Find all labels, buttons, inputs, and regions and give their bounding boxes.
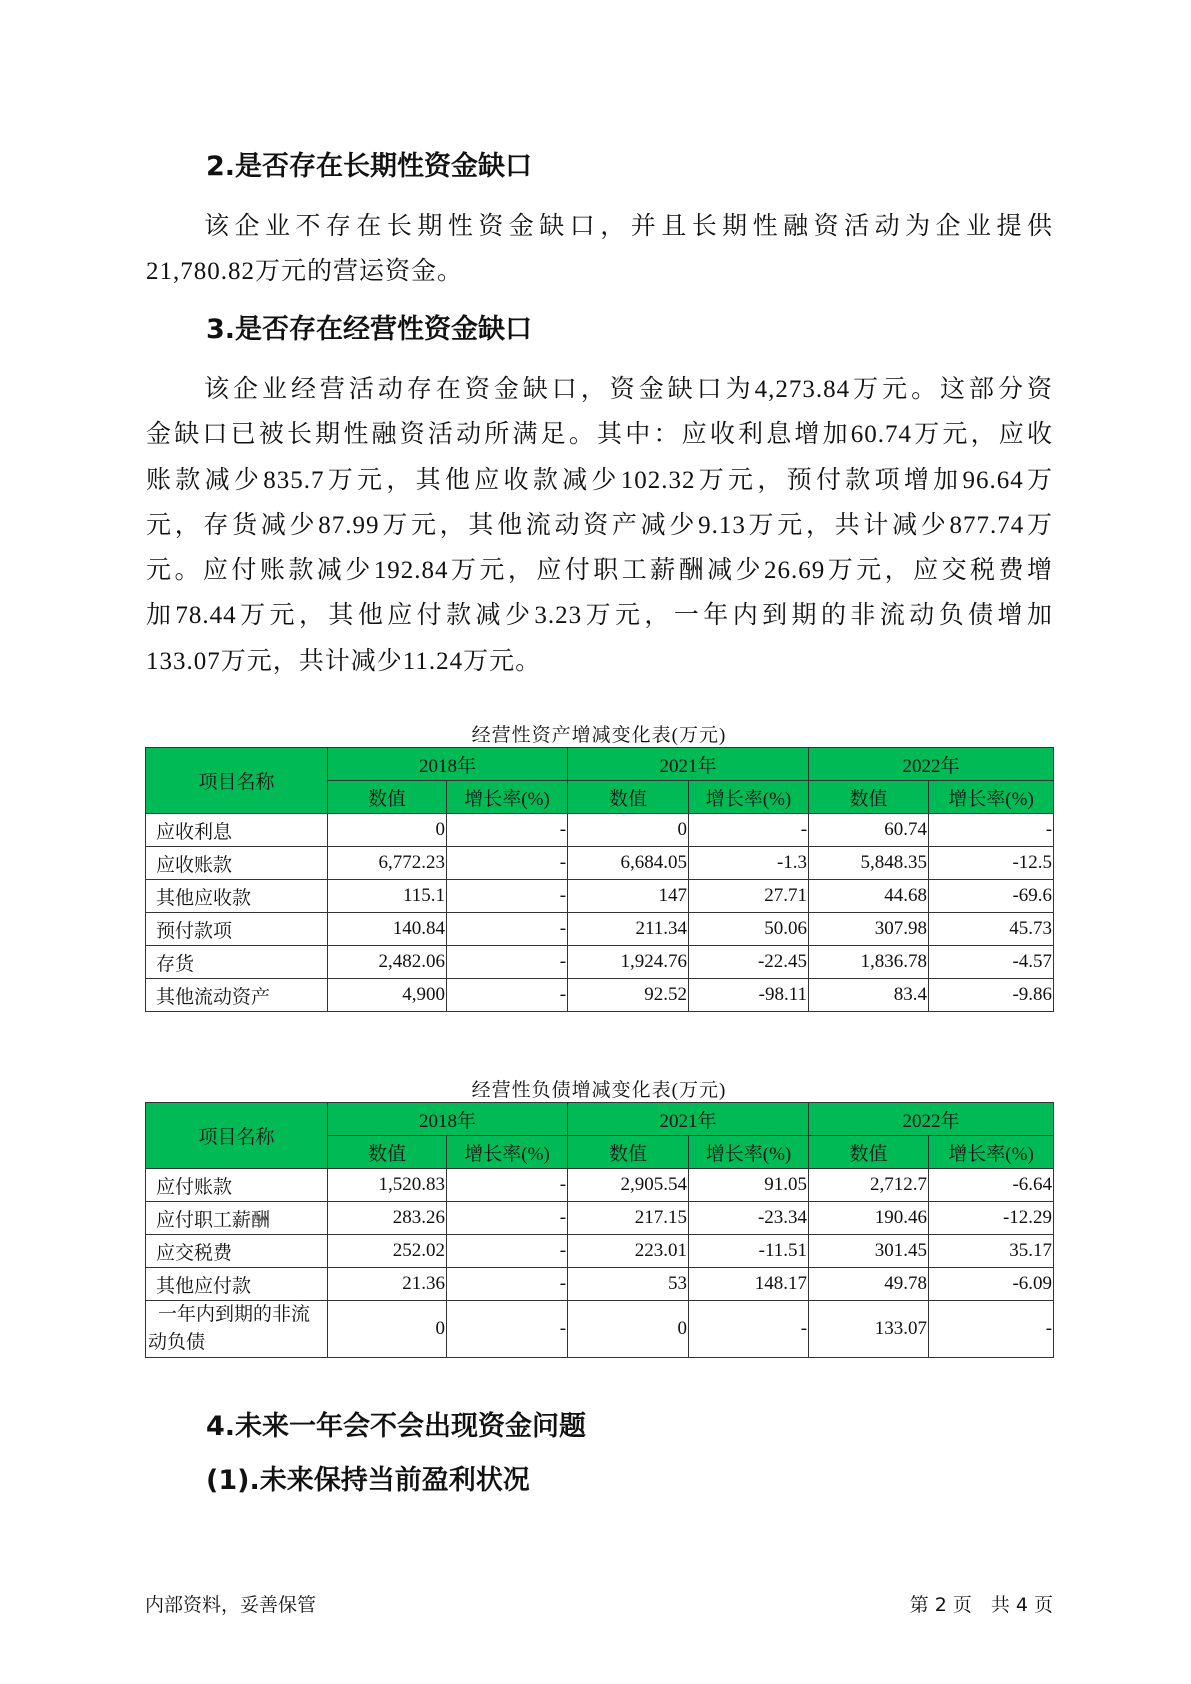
cell-value: - (447, 1301, 568, 1358)
paragraph-section3 (146, 367, 1053, 684)
cell-value: 148.17 (689, 1268, 809, 1301)
cell-value: 44.68 (809, 880, 929, 913)
cell-value: 35.17 (929, 1235, 1054, 1268)
table-row (146, 847, 1054, 880)
header-year: 2018年 (328, 1103, 568, 1136)
header-year: 2018年 (328, 748, 568, 781)
text-line: 加78.44万元，其他应付款减少3.23万元，一年内到期的非流动负债增加 (146, 602, 1053, 630)
cell-value: 217.15 (568, 1202, 689, 1235)
header-rate: 增长率(%) (929, 781, 1054, 814)
cell-value: -4.57 (929, 946, 1054, 979)
header-year: 2022年 (809, 1103, 1054, 1136)
row-label: 应收账款 (146, 847, 328, 880)
cell-value: 21.36 (328, 1268, 447, 1301)
cell-value: - (447, 880, 568, 913)
cell-value: -23.34 (689, 1202, 809, 1235)
table-row (146, 880, 1054, 913)
row-label: 应付职工薪酬 (146, 1202, 328, 1235)
cell-value: 252.02 (328, 1235, 447, 1268)
table-row (146, 1268, 1054, 1301)
row-label: 存货 (146, 946, 328, 979)
cell-value: 4,900 (328, 979, 447, 1012)
sub-heading: (1).未来保持当前盈利状况 (206, 1465, 530, 1496)
cell-value: 190.46 (809, 1202, 929, 1235)
table-caption: 经营性资产增减变化表(万元) (471, 725, 727, 746)
cell-value: 0 (568, 1301, 689, 1358)
row-label: 应付账款 (146, 1169, 328, 1202)
operating-assets-table (145, 747, 1054, 1012)
cell-value: 2,712.7 (809, 1169, 929, 1202)
cell-value: -69.6 (929, 880, 1054, 913)
row-label: 其他应收款 (146, 880, 328, 913)
cell-value: 1,924.76 (568, 946, 689, 979)
cell-value: -12.5 (929, 847, 1054, 880)
cell-value: 6,684.05 (568, 847, 689, 880)
header-value: 数值 (809, 1136, 929, 1169)
text-line: 该企业经营活动存在资金缺口，资金缺口为4,273.84万元。这部分资 (204, 376, 1053, 403)
cell-value: 223.01 (568, 1235, 689, 1268)
section-heading: 4.未来一年会不会出现资金问题 (206, 1411, 587, 1442)
cell-value: 83.4 (809, 979, 929, 1012)
cell-value: -6.64 (929, 1169, 1054, 1202)
header-value: 数值 (568, 781, 689, 814)
text-line: 金缺口已被长期性融资活动所满足。其中：应收利息增加60.74万元，应收 (146, 421, 1053, 449)
text-line: 该企业不存在长期性资金缺口，并且长期性融资活动为企业提供 (204, 213, 1053, 240)
row-label: 其他流动资产 (146, 979, 328, 1012)
cell-value: 60.74 (809, 814, 929, 847)
section-heading: 3.是否存在经营性资金缺口 (206, 314, 533, 345)
text-line: 元，存货减少87.99万元，其他流动资产减少9.13万元，共计减少877.74万 (146, 511, 1053, 539)
cell-value: - (447, 1169, 568, 1202)
header-value: 数值 (328, 781, 447, 814)
cell-value: 1,520.83 (328, 1169, 447, 1202)
footer-confidential: 内部资料，妥善保管 (145, 1594, 317, 1616)
cell-value: 45.73 (929, 913, 1054, 946)
cell-value: -1.3 (689, 847, 809, 880)
table-row (146, 979, 1054, 1012)
header-rate: 增长率(%) (689, 1136, 809, 1169)
cell-value: -22.45 (689, 946, 809, 979)
header-year: 2021年 (568, 1103, 809, 1136)
cell-value: - (447, 1235, 568, 1268)
cell-value: 283.26 (328, 1202, 447, 1235)
table-row (146, 814, 1054, 847)
header-year: 2022年 (809, 748, 1054, 781)
header-rate: 增长率(%) (689, 781, 809, 814)
cell-value: 1,836.78 (809, 946, 929, 979)
cell-value: - (929, 814, 1054, 847)
cell-value: -6.09 (929, 1268, 1054, 1301)
cell-value: - (447, 1202, 568, 1235)
header-year: 2021年 (568, 748, 809, 781)
cell-value: 211.34 (568, 913, 689, 946)
table-row (146, 1202, 1054, 1235)
cell-value: -12.29 (929, 1202, 1054, 1235)
cell-value: -11.51 (689, 1235, 809, 1268)
cell-value: 2,482.06 (328, 946, 447, 979)
row-label: 一年内到期的非流动负债 (146, 1301, 328, 1358)
header-value: 数值 (809, 781, 929, 814)
cell-value: 307.98 (809, 913, 929, 946)
section-heading: 2.是否存在长期性资金缺口 (206, 151, 533, 182)
header-rate: 增长率(%) (929, 1136, 1054, 1169)
cell-value: - (929, 1301, 1054, 1358)
cell-value: 92.52 (568, 979, 689, 1012)
cell-value: 49.78 (809, 1268, 929, 1301)
row-label: 预付款项 (146, 913, 328, 946)
cell-value: 140.84 (328, 913, 447, 946)
cell-value: 53 (568, 1268, 689, 1301)
cell-value: - (447, 847, 568, 880)
header-rate: 增长率(%) (447, 781, 568, 814)
cell-value: - (689, 814, 809, 847)
paragraph-section2 (146, 204, 1053, 295)
text-line: 元。应付账款减少192.84万元，应付职工薪酬减少26.69万元，应交税费增 (146, 557, 1053, 585)
table-row (146, 1301, 1054, 1358)
cell-value: - (447, 913, 568, 946)
cell-value: 27.71 (689, 880, 809, 913)
cell-value: 5,848.35 (809, 847, 929, 880)
row-label: 应交税费 (146, 1235, 328, 1268)
cell-value: 0 (328, 1301, 447, 1358)
cell-value: - (447, 1268, 568, 1301)
cell-value: 50.06 (689, 913, 809, 946)
cell-value: 0 (568, 814, 689, 847)
cell-value: - (689, 1301, 809, 1358)
cell-value: 301.45 (809, 1235, 929, 1268)
cell-value: 147 (568, 880, 689, 913)
cell-value: - (447, 814, 568, 847)
cell-value: 6,772.23 (328, 847, 447, 880)
cell-value: -9.86 (929, 979, 1054, 1012)
table-row (146, 1169, 1054, 1202)
text-line: 21,780.82万元的营运资金。 (146, 258, 464, 286)
cell-value: 133.07 (809, 1301, 929, 1358)
text-line: 账款减少835.7万元，其他应收款减少102.32万元，预付款项增加96.64万 (146, 466, 1053, 494)
footer-page-number: 第 2 页 共 4 页 (909, 1594, 1053, 1616)
operating-liabilities-table (145, 1102, 1054, 1358)
header-value: 数值 (328, 1136, 447, 1169)
header-item-name: 项目名称 (146, 1103, 328, 1169)
cell-value: - (447, 979, 568, 1012)
header-rate: 增长率(%) (447, 1136, 568, 1169)
cell-value: 115.1 (328, 880, 447, 913)
text-line: 133.07万元，共计减少11.24万元。 (146, 647, 542, 675)
cell-value: - (447, 946, 568, 979)
header-value: 数值 (568, 1136, 689, 1169)
cell-value: 2,905.54 (568, 1169, 689, 1202)
table-row (146, 946, 1054, 979)
cell-value: 91.05 (689, 1169, 809, 1202)
cell-value: -98.11 (689, 979, 809, 1012)
table-row (146, 913, 1054, 946)
cell-value: 0 (328, 814, 447, 847)
row-label: 应收利息 (146, 814, 328, 847)
row-label: 其他应付款 (146, 1268, 328, 1301)
table-row (146, 1235, 1054, 1268)
header-item-name: 项目名称 (146, 748, 328, 814)
table-caption: 经营性负债增减变化表(万元) (471, 1080, 727, 1101)
